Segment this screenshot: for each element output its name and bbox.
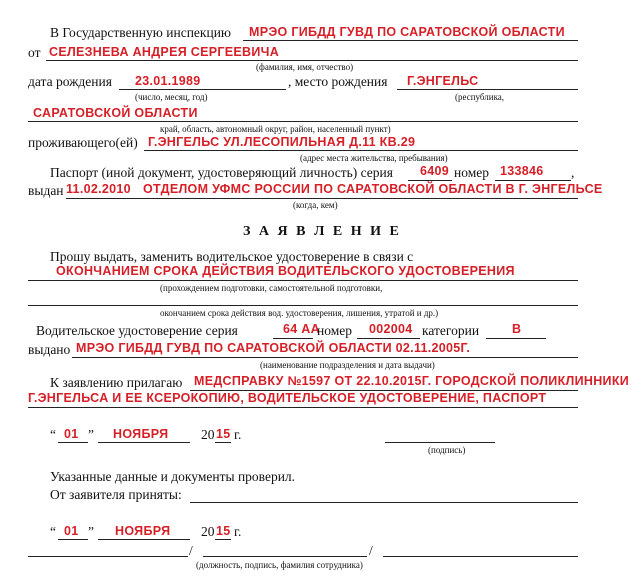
date1-month-line (98, 442, 190, 443)
date1-day-line (58, 442, 88, 443)
reason-hint-2: окончанием срока действия вод. удостоверения, лишения, утратой и др.) (160, 308, 439, 318)
date1-year[interactable]: 15 (216, 427, 231, 441)
date2-day-line (58, 539, 88, 540)
license-label: Водительское удостоверение серия (36, 323, 238, 338)
signature-line (385, 442, 495, 443)
inspection-value[interactable]: МРЭО ГИБДД ГУВД ПО САРАТОВСКОЙ ОБЛАСТИ (249, 25, 565, 39)
date1-day[interactable]: 01 (64, 427, 79, 441)
date2-month[interactable]: НОЯБРЯ (115, 524, 171, 538)
license-issued-hint: (наименование подразделения и дата выдачи) (260, 360, 435, 370)
date1-year-line (215, 442, 231, 443)
issued-hint: (когда, кем) (293, 200, 338, 210)
date1-quote-close: ” (88, 427, 94, 442)
signature-hint: (подпись) (428, 445, 466, 455)
license-series-line (273, 338, 313, 339)
license-issued-label: выдано (28, 342, 71, 357)
license-issued-line (72, 357, 578, 358)
from-hint: (фамилия, имя, отчество) (256, 62, 354, 72)
category-label: категории (422, 323, 480, 338)
official-hint: (должность, подпись, фамилия сотрудника) (196, 560, 363, 570)
reason-hint-1: (прохождением подготовки, самостоятельной подготовки, (160, 283, 383, 293)
attach-line-2 (28, 407, 578, 408)
passport-series-line (408, 180, 452, 181)
inspection-label: В Государственную инспекцию (50, 25, 231, 40)
birthplace-line (397, 89, 578, 90)
dob-hint: (число, месяц, год) (135, 92, 208, 102)
region-hint: край, область, автономный округ, район, населенный пункт) (160, 124, 391, 134)
request-label: Прошу выдать, заменить водительское удостоверение в связи с (50, 249, 414, 264)
statement-title: З А Я В Л Е Н И Е (243, 224, 402, 239)
checked-label: Указанные данные и документы проверил. (50, 469, 296, 484)
date2-year[interactable]: 15 (216, 524, 231, 538)
issued-line (66, 198, 578, 199)
passport-number[interactable]: 133846 (500, 164, 544, 178)
residence-label: проживающего(ей) (28, 135, 138, 150)
date1-year-prefix: 20 (201, 427, 215, 442)
date2-day[interactable]: 01 (64, 524, 79, 538)
license-series[interactable]: 64 АА (283, 322, 320, 336)
passport-number-line (495, 180, 571, 181)
issued-label: выдан (28, 183, 64, 198)
issued-date[interactable]: 11.02.2010 (66, 182, 131, 196)
date2-year-line (215, 539, 231, 540)
date2-month-line (98, 539, 190, 540)
birthplace-label: , место рождения (288, 74, 388, 89)
birthplace-value[interactable]: Г.ЭНГЕЛЬС (407, 74, 479, 88)
issued-by[interactable]: ОТДЕЛОМ УФМС РОССИИ ПО САРАТОВСКОЙ ОБЛАСТИ В Г. ЭНГЕЛЬСЕ (143, 182, 603, 196)
republic-hint: (республика, (455, 92, 505, 102)
dob-line (119, 89, 286, 90)
date2-year-prefix: 20 (201, 524, 215, 539)
license-number-line (357, 338, 420, 339)
official-position-line (28, 556, 188, 557)
accepted-label: От заявителя приняты: (50, 487, 182, 502)
dob-value[interactable]: 23.01.1989 (135, 74, 201, 88)
date2-quote-open: “ (50, 524, 56, 539)
license-number-label: номер (317, 323, 353, 338)
passport-end: , (571, 165, 575, 180)
residence-line (144, 150, 578, 151)
official-slash-1: / (189, 543, 193, 558)
passport-number-label: номер (454, 165, 490, 180)
category-line (486, 338, 546, 339)
license-issued-value[interactable]: МРЭО ГИБДД ГУВД ПО САРАТОВСКОЙ ОБЛАСТИ 02.11.2005Г. (76, 341, 471, 355)
attach-value-2[interactable]: Г.ЭНГЕЛЬСА И ЕЕ КСЕРОКОПИЮ, ВОДИТЕЛЬСКОЕ УДОСТОВЕРЕНИЕ, ПАСПОРТ (28, 391, 547, 405)
from-line (46, 60, 578, 61)
residence-value[interactable]: Г.ЭНГЕЛЬС УЛ.ЛЕСОПИЛЬНАЯ Д.11 КВ.29 (148, 135, 416, 149)
accepted-line (190, 502, 578, 503)
attach-value-1[interactable]: МЕДСПРАВКУ №1597 ОТ 22.10.2015Г. ГОРОДСКОЙ ПОЛИКЛИННИКИ (194, 374, 630, 388)
passport-series[interactable]: 6409 (420, 164, 450, 178)
date1-year-suffix: г. (234, 427, 242, 442)
from-label: от (28, 45, 41, 60)
date2-year-suffix: г. (234, 524, 242, 539)
category-value[interactable]: В (512, 322, 522, 336)
official-signature-line (203, 556, 367, 557)
official-slash-2: / (369, 543, 373, 558)
inspection-line (243, 40, 578, 41)
reason-line-2 (28, 305, 578, 306)
reason-line (28, 280, 578, 281)
license-number[interactable]: 002004 (369, 322, 413, 336)
official-name-line (383, 556, 578, 557)
date2-quote-close: ” (88, 524, 94, 539)
passport-label: Паспорт (иной документ, удостоверяющий личность) серия (50, 165, 393, 180)
region-line (28, 121, 578, 122)
date1-month[interactable]: НОЯБРЯ (113, 427, 169, 441)
from-value[interactable]: СЕЛЕЗНЕВА АНДРЕЯ СЕРГЕЕВИЧА (49, 45, 280, 59)
date1-quote-open: “ (50, 427, 56, 442)
region-value[interactable]: САРАТОВСКОЙ ОБЛАСТИ (33, 106, 198, 120)
residence-hint: (адрес места жительства, пребывания) (300, 153, 448, 163)
reason-value[interactable]: ОКОНЧАНИЕМ СРОКА ДЕЙСТВИЯ ВОДИТЕЛЬСКОГО УДОСТОВЕРЕНИЯ (56, 264, 515, 278)
dob-label: дата рождения (28, 74, 112, 89)
attach-label: К заявлению прилагаю (50, 375, 183, 390)
